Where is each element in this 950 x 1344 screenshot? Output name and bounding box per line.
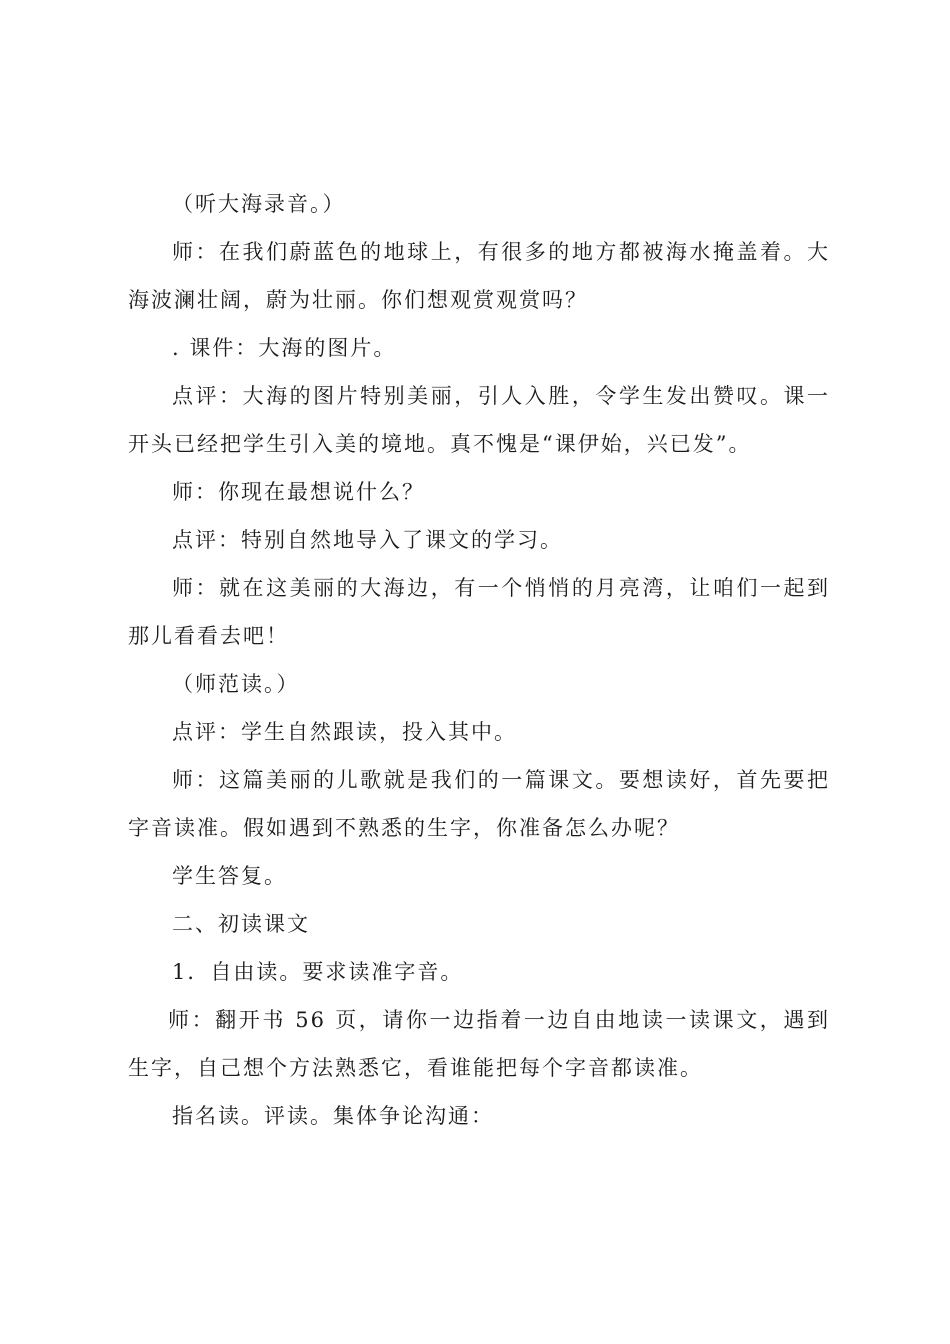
paragraph-comment-natural-intro: 点评：特别自然地导入了课文的学习。 bbox=[172, 528, 563, 552]
paragraph-listen-recording: （听大海录音。） bbox=[172, 192, 346, 216]
paragraph-student-answer: 学生答复。 bbox=[172, 864, 287, 888]
paragraph-teacher-question: 师：你现在最想说什么？ bbox=[172, 480, 425, 504]
paragraph-comment-follow-reading: 点评：学生自然跟读，投入其中。 bbox=[172, 720, 517, 744]
paragraph-teacher-moon-bay: 师：就在这美丽的大海边，有一个悄悄的月亮湾，让咱们一起到那儿看看去吧！ bbox=[128, 576, 830, 648]
section-heading-first-reading: 二、初读课文 bbox=[172, 912, 310, 936]
paragraph-named-reading: 指名读。评读。集体争论沟通： bbox=[172, 1104, 494, 1128]
paragraph-teacher-open-book: 师：翻开书 56 页，请你一边指着一边自由地读一读课文，遇到生字，自己想个方法熟悉它，看谁能把每个字音都读准。 bbox=[128, 1008, 830, 1080]
paragraph-teacher-intro-sea: 师：在我们蔚蓝色的地球上，有很多的地方都被海水掩盖着。大海波澜壮阔，蔚为壮丽。你们想观赏观赏吗？ bbox=[128, 240, 830, 312]
document-body bbox=[128, 180, 830, 1140]
paragraph-free-reading: 1．自由读。要求读准字音。 bbox=[172, 960, 464, 984]
paragraph-courseware-sea-picture: . 课件：大海的图片。 bbox=[172, 336, 397, 360]
paragraph-teacher-model-reading: （师范读。） bbox=[172, 672, 300, 696]
paragraph-comment-sea-picture: 点评：大海的图片特别美丽，引人入胜，令学生发出赞叹。课一开头已经把学生引入美的境地。真不愧是“课伊始，兴已发”。 bbox=[128, 384, 830, 456]
paragraph-teacher-new-words: 师：这篇美丽的儿歌就是我们的一篇课文。要想读好，首先要把字音读准。假如遇到不熟悉的生字，你准备怎么办呢？ bbox=[128, 768, 830, 840]
